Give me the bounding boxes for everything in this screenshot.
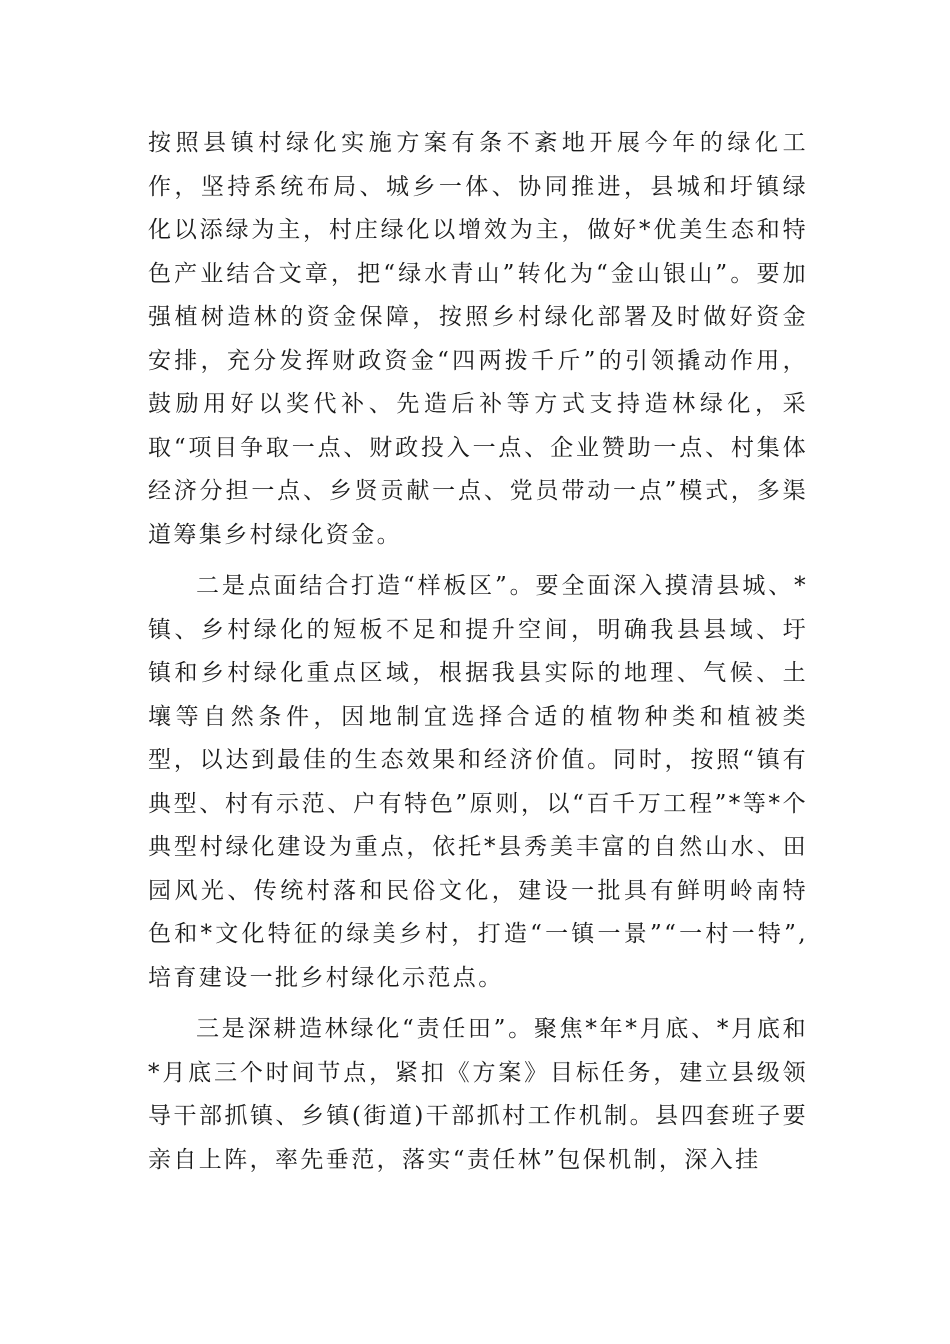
document-body	[148, 122, 808, 1182]
paragraph-responsibility-field: 三是深耕造林绿化“责任田”。聚焦*年*月底、*月底和*月底三个时间节点，紧扣《方案》目标任务，建立县级领导干部抓镇、乡镇(街道)干部抓村工作机制。县四套班子要亲自上阵，率先垂范，落实“责任林”包保机制，深入挂	[148, 1016, 808, 1173]
paragraph-model-area: 二是点面结合打造“样板区”。要全面深入摸清县城、*镇、乡村绿化的短板不足和提升空间，明确我县县域、圩镇和乡村绿化重点区域，根据我县实际的地理、气候、土壤等自然条件，因地制宜选择合适的植物种类和植被类型，以达到最佳的生态效果和经济价值。同时，按照“镇有典型、村有示范、户有特色”原则，以“百千万工程”*等*个典型村绿化建设为重点，依托*县秀美丰富的自然山水、田园风光、传统村落和民俗文化，建设一批具有鲜明岭南特色和*文化特征的绿美乡村，打造“一镇一景”“一村一特”,培育建设一批乡村绿化示范点。	[148, 573, 808, 991]
paragraph-green-funding: 按照县镇村绿化实施方案有条不紊地开展今年的绿化工作，坚持系统布局、城乡一体、协同推进，县城和圩镇绿化以添绿为主，村庄绿化以增效为主，做好*优美生态和特色产业结合文章，把“绿水青山”转化为“金山银山”。要加强植树造林的资金保障，按照乡村绿化部署及时做好资金安排，充分发挥财政资金“四两拨千斤”的引领撬动作用，鼓励用好以奖代补、先造后补等方式支持造林绿化，采取“项目争取一点、财政投入一点、企业赞助一点、村集体经济分担一点、乡贤贡献一点、党员带动一点”模式，多渠道筹集乡村绿化资金。	[148, 130, 808, 548]
